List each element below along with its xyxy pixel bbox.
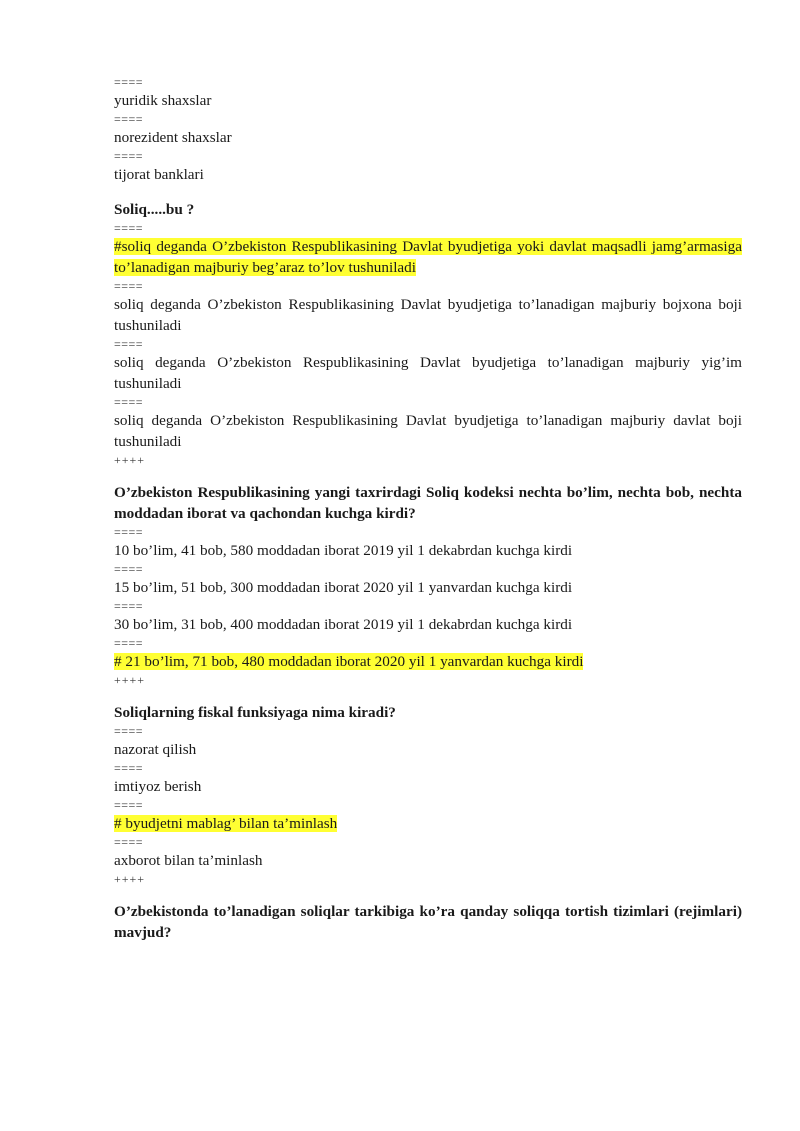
answer-option-correct [114, 651, 742, 672]
question-block [114, 702, 742, 887]
answer-option [114, 90, 742, 111]
answer-option [114, 614, 742, 635]
answer-option [114, 577, 742, 598]
end-marker: ++++ [114, 872, 146, 886]
answer-text: yuridik shaxslar [114, 92, 212, 109]
answer-text: axborot bilan ta’minlash [114, 852, 263, 869]
document-page [114, 76, 742, 945]
question-block [114, 199, 742, 468]
separator: ==== [114, 395, 144, 409]
separator: ==== [114, 279, 144, 293]
question-text: O’zbekiston Respublikasining yangi taxrirdagi Soliq kodeksi nechta bo’lim, nechta bob, nechta moddadan iborat va qachondan kuchga kirdi? [114, 484, 742, 522]
answer-text: 15 bo’lim, 51 bob, 300 moddadan iborat 2020 yil 1 yanvardan kuchga kirdi [114, 579, 573, 596]
answer-text: nazorat qilish [114, 741, 197, 758]
answer-text: soliq deganda O’zbekiston Respublikasining Davlat byudjetiga to’lanadigan majburiy davlat boji tushuniladi [114, 412, 742, 450]
answer-text: 30 bo’lim, 31 bob, 400 moddadan iborat 2019 yil 1 dekabrdan kuchga kirdi [114, 616, 573, 633]
question-text: Soliq.....bu ? [114, 201, 195, 218]
answer-option [114, 776, 742, 797]
answer-block [114, 76, 742, 185]
answer-text: imtiyoz berish [114, 778, 202, 795]
separator: ==== [114, 525, 144, 539]
answer-option [114, 540, 742, 561]
separator: ==== [114, 562, 144, 576]
answer-option [114, 164, 742, 185]
separator: ==== [114, 221, 144, 235]
answer-text: soliq deganda O’zbekiston Respublikasining Davlat byudjetiga to’lanadigan majburiy yig’im tushuniladi [114, 354, 742, 392]
answer-text-highlighted: #soliq deganda O’zbekiston Respublikasining Davlat byudjetiga yoki davlat maqsadli jamg’armasiga to’lanadigan majburiy beg’araz to’lov tushuniladi [114, 238, 742, 276]
separator: ==== [114, 798, 144, 812]
separator: ==== [114, 835, 144, 849]
answer-option-correct [114, 236, 742, 278]
question-text: O’zbekistonda to’lanadigan soliqlar tarkibiga ko’ra qanday soliqqa tortish tizimlari (rejimlari) mavjud? [114, 903, 742, 941]
separator: ==== [114, 149, 144, 163]
answer-text-highlighted: # 21 bo’lim, 71 bob, 480 moddadan iborat 2020 yil 1 yanvardan kuchga kirdi [114, 653, 584, 670]
answer-text: 10 bo’lim, 41 bob, 580 moddadan iborat 2019 yil 1 dekabrdan kuchga kirdi [114, 542, 573, 559]
answer-option [114, 739, 742, 760]
separator: ==== [114, 724, 144, 738]
answer-text-highlighted: # byudjetni mablag’ bilan ta’minlash [114, 815, 338, 832]
answer-option [114, 410, 742, 452]
separator: ==== [114, 636, 144, 650]
separator: ==== [114, 75, 144, 89]
answer-option [114, 294, 742, 336]
question-block [114, 482, 742, 688]
separator: ==== [114, 112, 144, 126]
answer-option-correct [114, 813, 742, 834]
question-text: Soliqlarning fiskal funksiyaga nima kiradi? [114, 704, 396, 721]
answer-text: soliq deganda O’zbekiston Respublikasining Davlat byudjetiga to’lanadigan majburiy bojxona boji tushuniladi [114, 296, 742, 334]
question-block [114, 901, 742, 943]
answer-text: norezident shaxslar [114, 129, 232, 146]
end-marker: ++++ [114, 453, 146, 467]
separator: ==== [114, 761, 144, 775]
answer-option [114, 352, 742, 394]
separator: ==== [114, 599, 144, 613]
end-marker: ++++ [114, 673, 146, 687]
answer-option [114, 850, 742, 871]
answer-text: tijorat banklari [114, 166, 204, 183]
separator: ==== [114, 337, 144, 351]
answer-option [114, 127, 742, 148]
